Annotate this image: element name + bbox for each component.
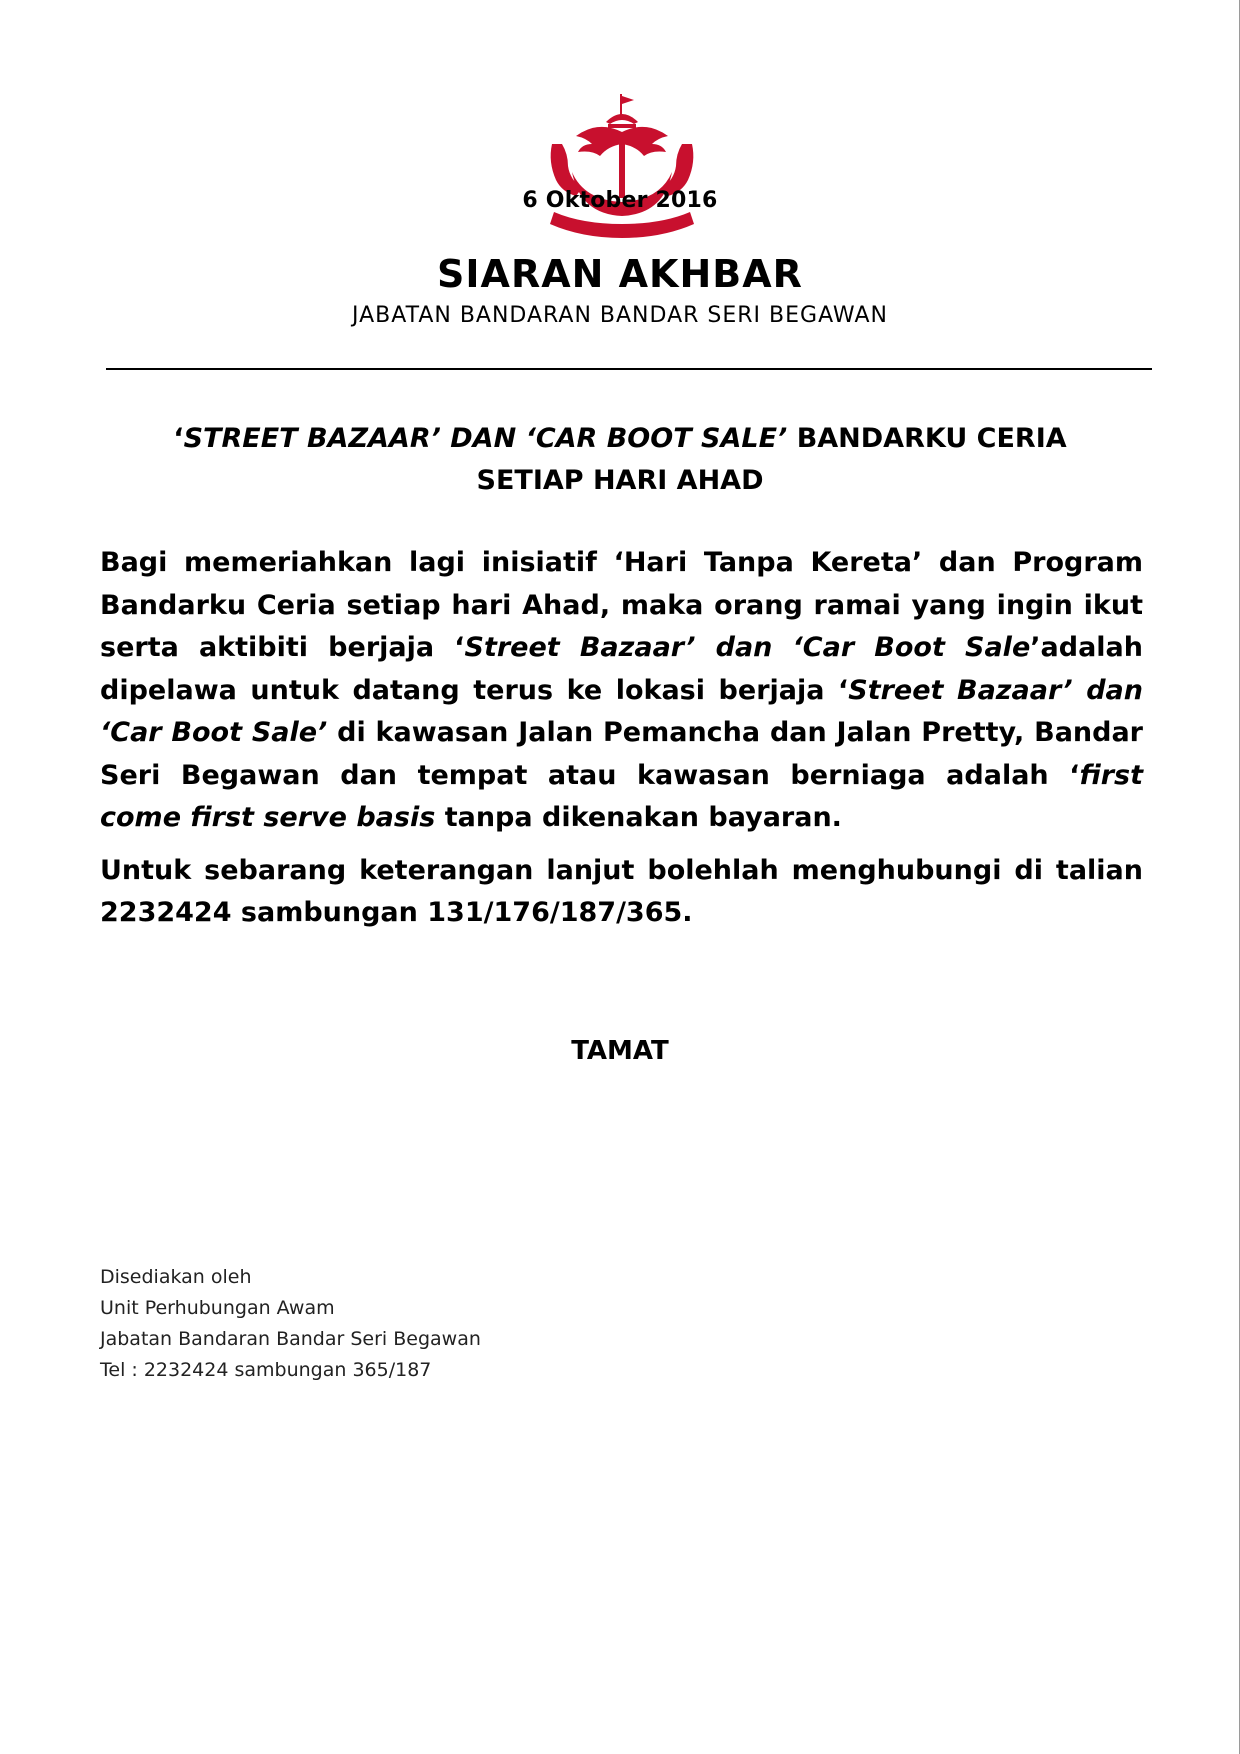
headline-line-1	[0, 418, 1240, 460]
footer-prepared-by: Disediakan oleh	[100, 1266, 252, 1288]
body-text	[100, 542, 1143, 945]
header-divider	[106, 368, 1152, 370]
body-paragraph-1	[100, 542, 1143, 840]
headline-street-bazaar: STREET BAZAAR	[183, 423, 431, 454]
headline-line-2: SETIAP HARI AHAD	[476, 465, 764, 496]
footer-tel: Tel : 2232424 sambungan 365/187	[100, 1359, 432, 1381]
body-text-segment: tanpa dikenakan bayaran.	[435, 802, 842, 833]
headline-quote: ‘	[173, 423, 184, 454]
headline-rest: BANDARKU CERIA	[787, 423, 1067, 454]
press-date: 6 Oktober 2016	[522, 188, 718, 213]
headline	[0, 418, 1240, 502]
headline-car-boot-sale: CAR BOOT SALE	[535, 423, 778, 454]
closing-tamat: TAMAT	[571, 1036, 669, 1066]
headline-quote-close: ’	[777, 423, 788, 454]
footer-department: Jabatan Bandaran Bandar Seri Begawan	[100, 1328, 481, 1350]
body-text-segment: Bagi memeriahkan lagi inisiatif ‘Hari Tanpa Kereta’ dan Program Bandarku Ceria setiap hari Ahad, maka orang ramai yang ingin ikut serta aktibiti berjaja ‘	[100, 547, 1143, 663]
body-text-segment: di kawasan Jalan Pemancha dan Jalan Pretty, Bandar Seri Begawan dan tempat atau kawasan berniaga adalah ‘	[100, 717, 1143, 791]
headline-connector: ’ DAN ‘	[430, 423, 536, 454]
page-title: SIARAN AKHBAR	[437, 252, 803, 296]
body-italic-segment: Street Bazaar’ dan ‘Car Boot Sale’	[100, 674, 1143, 748]
crest-emblem	[542, 92, 702, 242]
body-text-segment: ’adalah dipelawa untuk datang terus ke lokasi berjaja ‘	[100, 632, 1143, 706]
department-subtitle: JABATAN BANDARAN BANDAR SERI BEGAWAN	[352, 303, 888, 328]
footer-contact	[100, 1262, 481, 1386]
footer-unit: Unit Perhubungan Awam	[100, 1297, 335, 1319]
body-italic-segment: Street Bazaar’ dan ‘Car Boot Sale	[464, 632, 1031, 663]
body-paragraph-2: Untuk sebarang keterangan lanjut bolehlah menghubungi di talian 2232424 sambungan 131/176/187/365.	[100, 854, 1143, 928]
body-italic-segment: first come first serve basis	[100, 759, 1143, 833]
